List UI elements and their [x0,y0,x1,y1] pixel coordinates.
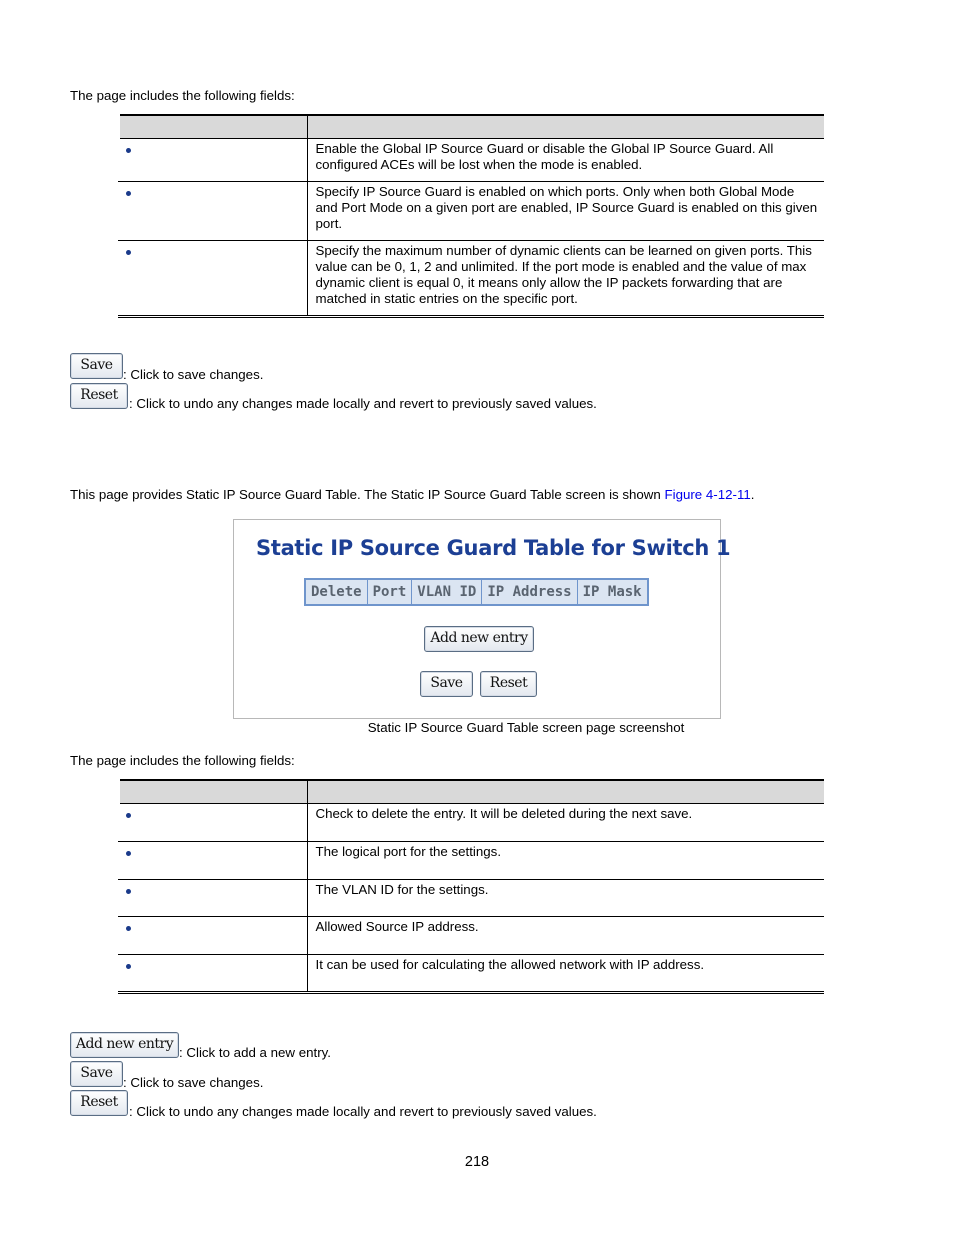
save-button[interactable]: Save [70,1061,123,1087]
reset-description: : Click to undo any changes made locally and revert to previously saved values. [129,1104,597,1119]
fields-table-static [116,779,824,994]
header-description-cell [307,780,824,804]
figure-link[interactable]: Figure 4-12-11 [664,487,751,502]
object-cell [118,241,307,317]
bullet-icon [126,813,131,818]
table-row [118,842,824,880]
object-cell [118,804,307,842]
object-cell [118,139,307,182]
column-delete: Delete [306,580,368,604]
description-cell: The VLAN ID for the settings. [307,880,824,917]
description-cell: Check to delete the entry. It will be deleted during the next save. [307,804,824,842]
bullet-icon [126,148,131,153]
description-cell: Allowed Source IP address. [307,917,824,955]
save-description: : Click to save changes. [123,367,264,382]
figure-title: Static IP Source Guard Table for Switch 1 [256,536,731,560]
fields-table-global [116,114,824,318]
object-cell [118,842,307,880]
description-cell: It can be used for calculating the allowed network with IP address. [315,957,705,972]
figure-caption: Static IP Source Guard Table screen page screenshot [367,720,685,735]
object-cell [118,880,307,917]
screenshot-figure [233,519,731,719]
table-row [118,880,824,917]
add-new-entry-button[interactable]: Add new entry [70,1032,179,1058]
bullet-icon [126,926,131,931]
column-port: Port [368,580,413,604]
table-row [118,241,824,317]
add-new-entry-description: : Click to add a new entry. [179,1045,331,1060]
column-vlan-id: VLAN ID [412,580,482,604]
table-row [118,182,824,241]
description-cell: Enable the Global IP Source Guard or disable the Global IP Source Guard. All configured ACEs will be lost when the mode is enabled. [307,139,824,182]
bullet-icon [126,191,131,196]
figure-reset-button[interactable]: Reset [480,671,537,697]
object-cell [118,182,307,241]
header-description-cell [307,115,824,139]
description-cell: The logical port for the settings. [307,842,824,880]
bullet-icon [126,889,131,894]
reset-description: : Click to undo any changes made locally and revert to previously saved values. [129,396,597,411]
reset-button[interactable]: Reset [70,1090,128,1116]
header-object-cell [118,780,307,804]
column-ip-address: IP Address [482,580,577,604]
table-row [118,917,824,955]
table-header-row [118,115,824,139]
intro-text-2: The page includes the following fields: [70,753,295,768]
table-header-row [118,780,824,804]
header-object-cell [118,115,307,139]
description-cell: Specify IP Source Guard is enabled on which ports. Only when both Global Mode and Port Mode on a given port are enabled, IP Source Guard is enabled on this given port. [307,182,824,241]
section-text-end: . [750,487,755,502]
column-ip-mask: IP Mask [578,580,647,604]
save-description: : Click to save changes. [123,1075,264,1090]
section-description [70,487,754,502]
object-cell [118,917,307,955]
table-row [118,804,824,842]
bullet-icon [126,851,131,856]
figure-save-button[interactable]: Save [420,671,473,697]
table-row [118,955,824,993]
figure-table-header [304,578,649,606]
page-number: 218 [464,1154,490,1170]
intro-text: The page includes the following fields: [70,88,295,103]
save-button[interactable]: Save [70,353,123,379]
figure-add-new-entry-button[interactable]: Add new entry [424,626,534,652]
bullet-icon [126,250,131,255]
reset-button[interactable]: Reset [70,383,128,409]
section-text: This page provides Static IP Source Guard Table. The Static IP Source Guard Table screen is shown [70,487,665,502]
table-row [118,139,824,182]
object-cell [118,955,307,993]
bullet-icon [126,964,131,969]
description-cell: Specify the maximum number of dynamic clients can be learned on given ports. This value can be 0, 1, 2 and unlimited. If the port mode is enabled and the value of max dynamic client is equal 0, it means only allow the IP packets forwarding that are matched in static entries on the specific port. [315,243,812,306]
